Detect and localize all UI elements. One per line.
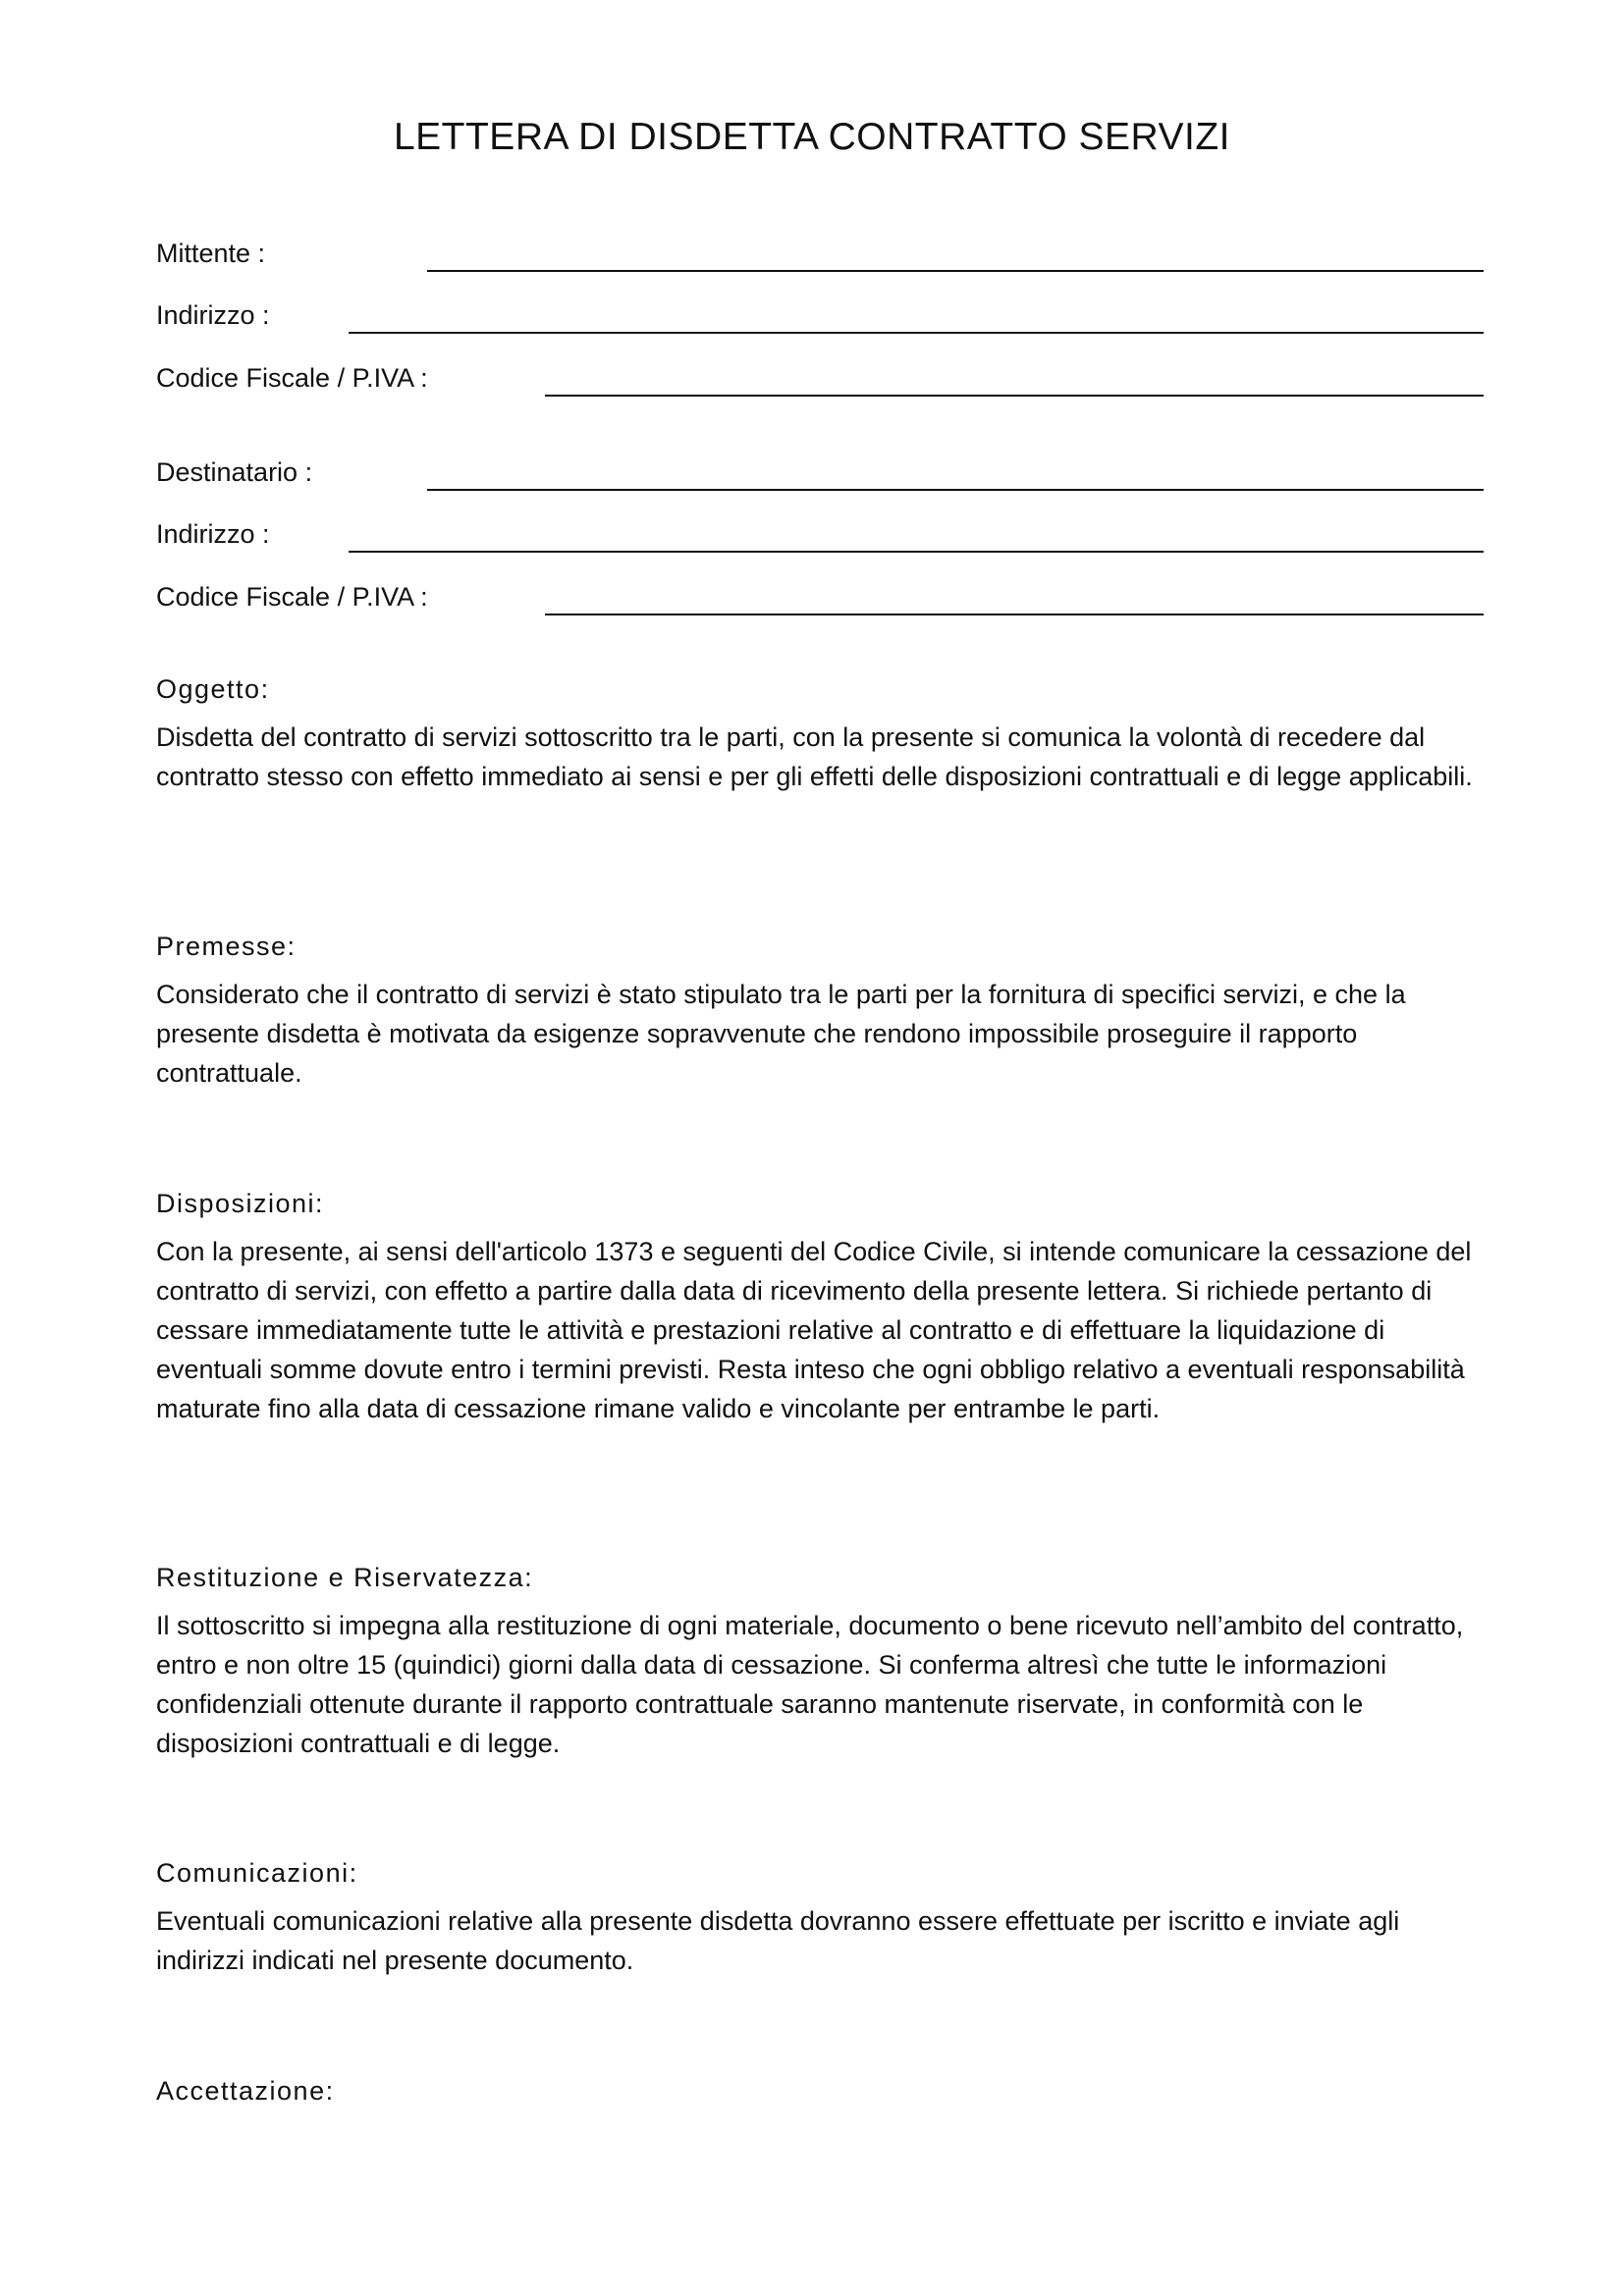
sender-address-label: Indirizzo : <box>156 300 270 330</box>
recipient-name-label: Destinatario : <box>156 457 313 487</box>
section-text-comunicazioni: Eventuali comunicazioni relative alla presente disdetta dovranno essere effettuate per iscritto e inviate agli indirizzi indicati nel presente documento. <box>156 1906 1400 1975</box>
sender-address-field[interactable] <box>349 332 1484 334</box>
section-heading-accettazione: Accettazione: <box>156 2076 335 2106</box>
sender-tax-code-field[interactable] <box>545 395 1484 397</box>
sender-name-label: Mittente : <box>156 239 266 268</box>
section-heading-comunicazioni: Comunicazioni: <box>156 1858 358 1888</box>
section-heading-disposizioni: Disposizioni: <box>156 1189 325 1218</box>
section-text-premesse: Considerato che il contratto di servizi è stato stipulato tra le parti per la fornitura di specifici servizi, e che la presente disdetta è motivata da esigenze sopravvenute che rendono impossibile proseguire il rapporto contrattuale. <box>156 980 1406 1088</box>
document-title: LETTERA DI DISDETTA CONTRATTO SERVIZI <box>393 116 1231 158</box>
section-text-oggetto: Disdetta del contratto di servizi sottoscritto tra le parti, con la presente si comunica la volontà di recedere dal contratto stesso con effetto immediato ai sensi e per gli effetti delle disposizioni contrattuali e di legge applicabili. <box>156 722 1473 791</box>
recipient-tax-code-field[interactable] <box>545 614 1484 615</box>
sender-tax-code-label: Codice Fiscale / P.IVA : <box>156 363 428 393</box>
sender-name-field[interactable] <box>427 270 1484 272</box>
section-heading-premesse: Premesse: <box>156 932 297 961</box>
section-heading-restituzione: Restituzione e Riservatezza: <box>156 1563 534 1592</box>
recipient-name-field[interactable] <box>427 489 1484 491</box>
recipient-address-field[interactable] <box>349 551 1484 553</box>
recipient-tax-code-label: Codice Fiscale / P.IVA : <box>156 582 428 612</box>
recipient-address-label: Indirizzo : <box>156 519 270 549</box>
section-heading-oggetto: Oggetto: <box>156 674 270 704</box>
section-text-restituzione: Il sottoscritto si impegna alla restituzione di ogni materiale, documento o bene ricevuto nell’ambito del contratto, entro e non oltre 15 (quindici) giorni dalla data di cessazione. Si conferma altresì che tutte le informazioni confidenziali ottenute durante il rapporto contrattuale saranno mantenute riservate, in conformità con le disposizioni contrattuali e di legge. <box>156 1611 1464 1758</box>
section-text-disposizioni: Con la presente, ai sensi dell'articolo 1373 e seguenti del Codice Civile, si intende comunicare la cessazione del contratto di servizi, con effetto a partire dalla data di ricevimento della presente lettera. Si richiede pertanto di cessare immediatamente tutte le attività e prestazioni relative al contratto e di effettuare la liquidazione di eventuali somme dovute entro i termini previsti. Resta inteso che ogni obbligo relativo a eventuali responsabilità maturate fino alla data di cessazione rimane valido e vincolante per entrambe le parti. <box>156 1237 1472 1423</box>
